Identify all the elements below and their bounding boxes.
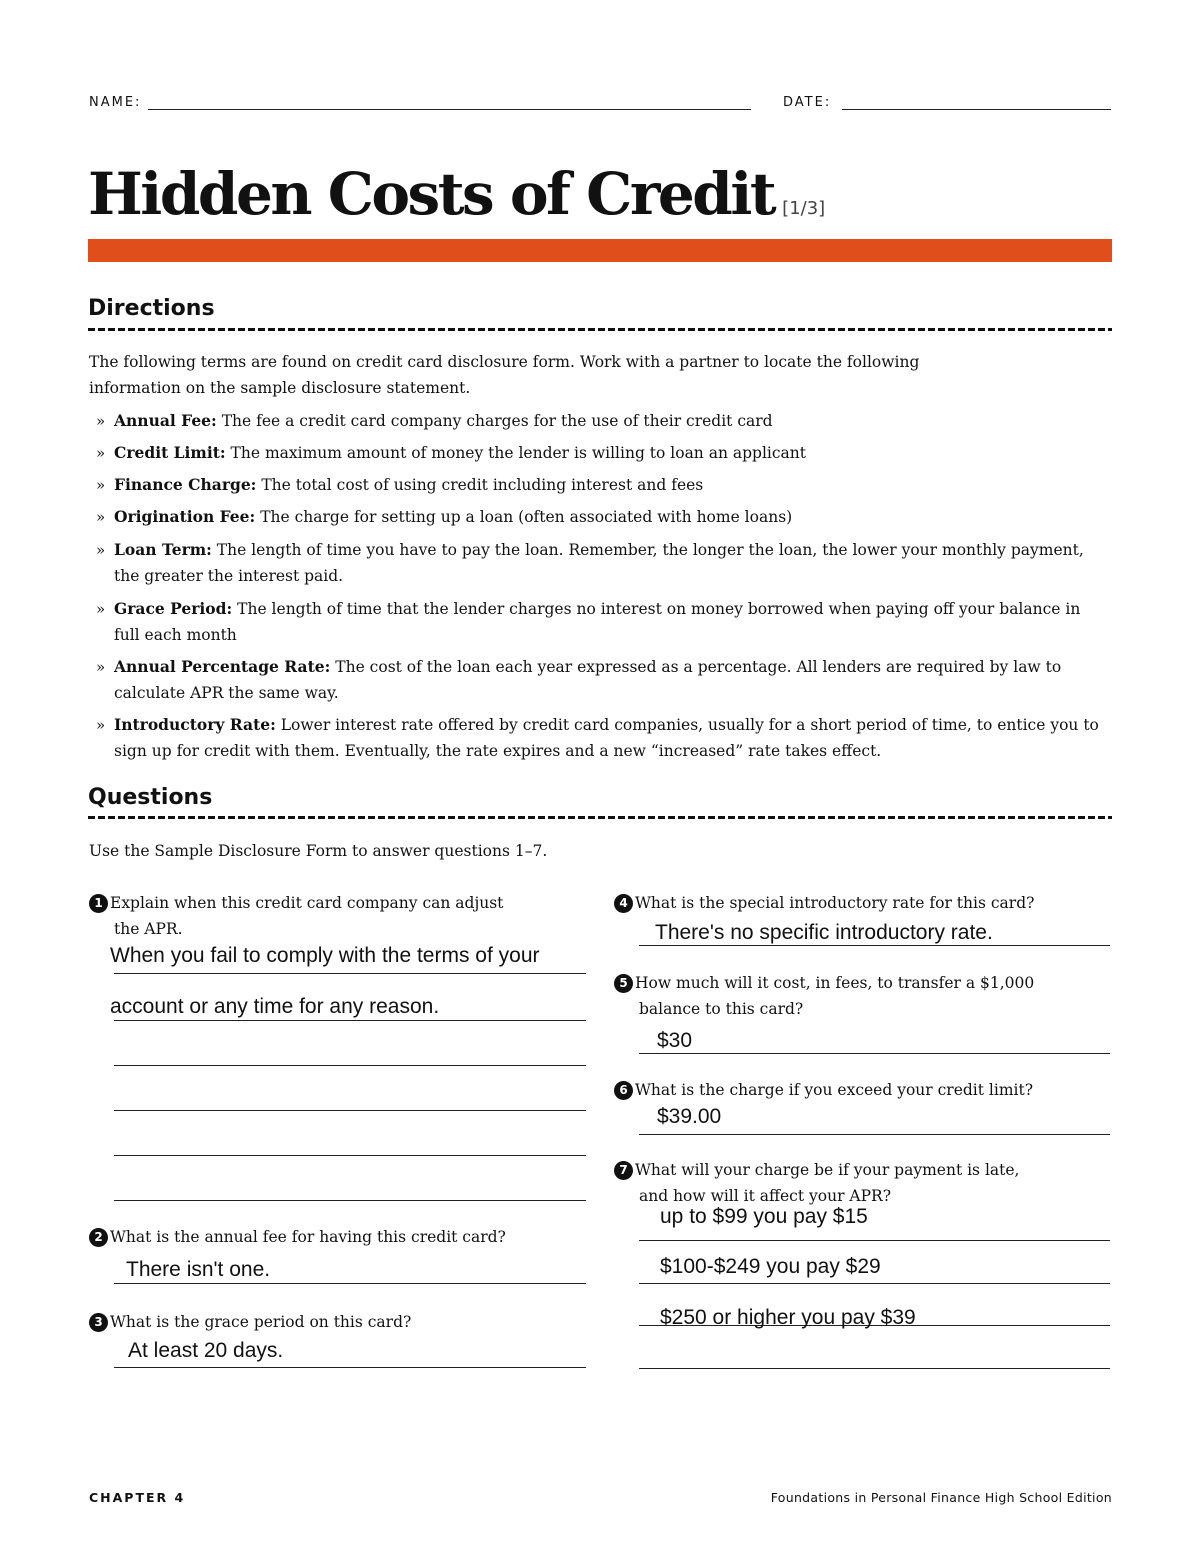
question-number-badge: 5 [614, 974, 633, 993]
answer-line[interactable] [114, 1172, 586, 1201]
page-number-indicator: [1/3] [782, 198, 826, 219]
question-number-badge: 3 [89, 1313, 108, 1332]
bullet-icon: » [96, 541, 106, 559]
term-definition: The fee a credit card company charges for the use of their credit card [221, 412, 773, 430]
term-definition: The maximum amount of money the lender is willing to loan an applicant [230, 444, 806, 462]
date-label: DATE: [783, 95, 832, 110]
footer-chapter: CHAPTER 4 [89, 1490, 186, 1505]
question-2 [89, 1224, 599, 1250]
question-number-badge: 7 [614, 1161, 633, 1180]
question-number-badge: 6 [614, 1081, 633, 1100]
term-item-apr [96, 654, 1106, 706]
directions-intro-line-2: information on the sample disclosure statement. [89, 379, 471, 397]
question-number-badge: 1 [89, 894, 108, 913]
term-name: Credit Limit: [114, 443, 226, 462]
question-text: What is the grace period on this card? [110, 1313, 412, 1331]
page-title [88, 158, 825, 245]
term-item-loan-term [96, 537, 1106, 589]
question-text: What is the charge if you exceed your credit limit? [635, 1081, 1034, 1099]
term-item-grace-period [96, 596, 1106, 648]
questions-divider [88, 816, 1112, 819]
question-number-badge: 4 [614, 894, 633, 913]
question-text: What will your charge be if your payment is late, [635, 1161, 1020, 1179]
questions-heading: Questions [88, 785, 213, 810]
term-item-introductory-rate [96, 712, 1106, 764]
answer-text: $30 [657, 1029, 693, 1052]
question-3 [89, 1309, 599, 1335]
question-text-cont: the APR. [114, 920, 183, 938]
directions-divider [88, 328, 1112, 331]
bullet-icon: » [96, 476, 106, 494]
question-number-badge: 2 [89, 1228, 108, 1247]
bullet-icon: » [96, 444, 106, 462]
answer-text: $100-$249 you pay $29 [660, 1255, 881, 1278]
footer-book-title: Foundations in Personal Finance High School Edition [770, 1490, 1112, 1505]
question-text: What is the annual fee for having this credit card? [110, 1228, 506, 1246]
name-label: NAME: [89, 95, 142, 110]
directions-heading: Directions [88, 296, 215, 321]
term-name: Finance Charge: [114, 475, 257, 494]
bullet-icon: » [96, 412, 106, 430]
answer-text: At least 20 days. [128, 1339, 284, 1362]
title-accent-bar [88, 239, 1112, 262]
question-text: Explain when this credit card company can adjust [110, 894, 504, 912]
term-definition: The length of time you have to pay the loan. Remember, the longer the loan, the lower your monthly payment, the greater the interest paid. [114, 541, 1084, 585]
term-item-credit-limit [96, 440, 1106, 466]
term-definition: Lower interest rate offered by credit card companies, usually for a short period of time, to entice you to sign up for credit with them. Eventually, the rate expires and a new “increased” rate takes effect. [114, 716, 1099, 760]
question-5 [614, 970, 1114, 1022]
term-name: Annual Percentage Rate: [114, 657, 331, 676]
question-text-cont: balance to this card? [639, 1000, 804, 1018]
answer-line[interactable] [639, 1341, 1110, 1369]
name-field[interactable] [148, 96, 751, 110]
term-name: Annual Fee: [114, 411, 217, 430]
answer-text: There isn't one. [126, 1258, 271, 1281]
answer-line[interactable] [114, 1037, 586, 1066]
bullet-icon: » [96, 508, 106, 526]
question-text: How much will it cost, in fees, to transfer a $1,000 [635, 974, 1035, 992]
term-name: Introductory Rate: [114, 715, 276, 734]
answer-text: $39.00 [657, 1105, 722, 1128]
answer-line[interactable] [114, 1082, 586, 1111]
directions-intro-line-1: The following terms are found on credit card disclosure form. Work with a partner to locate the following [89, 353, 920, 371]
term-name: Origination Fee: [114, 507, 256, 526]
answer-line[interactable] [639, 1026, 1110, 1054]
directions-intro [89, 349, 1109, 401]
term-item-origination-fee [96, 504, 1106, 530]
answer-line[interactable] [639, 1213, 1110, 1241]
term-item-annual-fee [96, 408, 1106, 434]
question-4 [614, 890, 1114, 916]
answer-text: When you fail to comply with the terms of your [110, 944, 540, 967]
term-definition: The length of time that the lender charges no interest on money borrowed when paying off your balance in full each month [114, 600, 1081, 644]
question-7 [614, 1157, 1114, 1209]
term-definition: The total cost of using credit including interest and fees [261, 476, 704, 494]
term-definition: The cost of the loan each year expressed as a percentage. All lenders are required by law to calculate APR the same way. [114, 658, 1062, 702]
question-6 [614, 1077, 1114, 1103]
term-item-finance-charge [96, 472, 1106, 498]
question-text-cont: and how will it affect your APR? [639, 1187, 892, 1205]
bullet-icon: » [96, 716, 106, 734]
bullet-icon: » [96, 600, 106, 618]
answer-line[interactable] [114, 1127, 586, 1156]
term-name: Grace Period: [114, 599, 233, 618]
question-1 [89, 890, 599, 942]
bullet-icon: » [96, 658, 106, 676]
questions-intro: Use the Sample Disclosure Form to answer questions 1–7. [89, 842, 548, 860]
answer-text: There's no specific introductory rate. [655, 921, 993, 944]
answer-text: account or any time for any reason. [110, 995, 440, 1018]
page-title-text: Hidden Costs of Credit [88, 160, 775, 228]
question-text: What is the special introductory rate for this card? [635, 894, 1035, 912]
date-field[interactable] [842, 96, 1111, 110]
term-name: Loan Term: [114, 540, 212, 559]
answer-text: $250 or higher you pay $39 [660, 1306, 916, 1329]
term-definition: The charge for setting up a loan (often associated with home loans) [260, 508, 793, 526]
answer-text: up to $99 you pay $15 [660, 1205, 868, 1228]
